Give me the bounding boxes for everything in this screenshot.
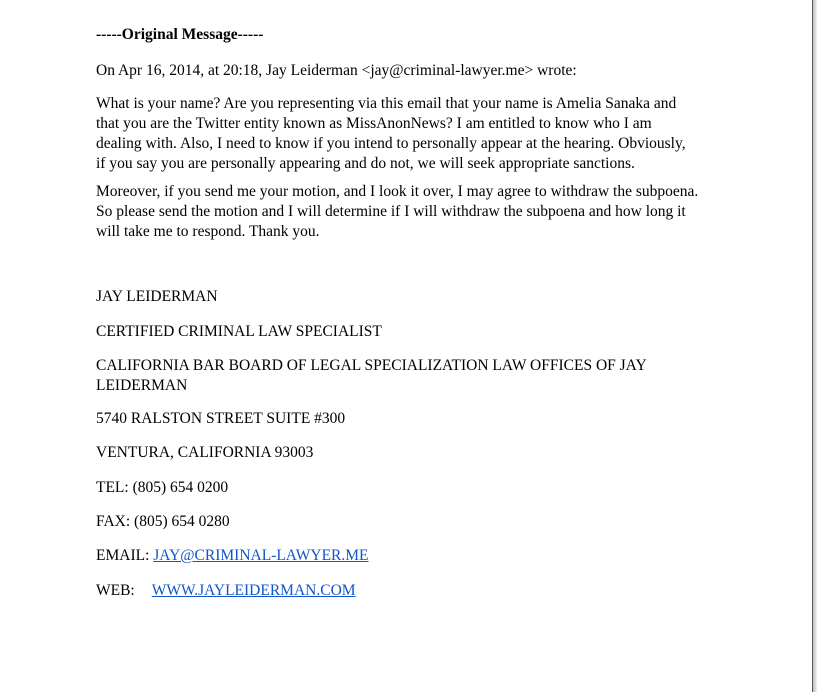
signature-name: JAY LEIDERMAN — [96, 288, 218, 305]
signature-board-line: CALIFORNIA BAR BOARD OF LEGAL SPECIALIZATION LAW OFFICES OF JAY — [96, 357, 647, 374]
signature-email-row — [96, 546, 369, 566]
paragraph-line: Moreover, if you send me your motion, and I look it over, I may agree to withdraw the subpoena. — [96, 183, 699, 200]
paragraph-line: What is your name? Are you representing via this email that your name is Amelia Sanaka and — [96, 95, 677, 112]
body-paragraph-2 — [96, 182, 736, 242]
email-label: EMAIL: — [96, 547, 154, 564]
signature-board — [96, 356, 736, 396]
web-link[interactable]: WWW.JAYLEIDERMAN.COM — [151, 582, 356, 599]
body-paragraph-1 — [96, 94, 736, 174]
paragraph-line: that you are the Twitter entity known as MissAnonNews? I am entitled to know who I am — [96, 115, 652, 132]
paragraph-line: So please send the motion and I will determine if I will withdraw the subpoena and how long it — [96, 203, 686, 220]
paragraph-line: if you say you are personally appearing and do not, we will seek appropriate sanctions. — [96, 155, 635, 172]
paragraph-line: will take me to respond. Thank you. — [96, 223, 320, 240]
signature-web-row — [96, 581, 356, 601]
paragraph-line: dealing with. Also, I need to know if you intend to personally appear at the hearing. Obviously, — [96, 135, 686, 152]
web-label: WEB: — [96, 582, 135, 599]
email-link[interactable]: JAY@CRIMINAL-LAWYER.ME — [153, 547, 369, 564]
signature-title: CERTIFIED CRIMINAL LAW SPECIALIST — [96, 323, 382, 340]
signature-tel: TEL: (805) 654 0200 — [96, 479, 229, 496]
signature-fax: FAX: (805) 654 0280 — [96, 513, 230, 530]
original-message-header: -----Original Message----- — [96, 26, 264, 43]
signature-address-street: 5740 RALSTON STREET SUITE #300 — [96, 410, 346, 427]
signature-address-city: VENTURA, CALIFORNIA 93003 — [96, 444, 314, 461]
wrote-line: On Apr 16, 2014, at 20:18, Jay Leiderman <jay@criminal-lawyer.me> wrote: — [96, 62, 577, 79]
page-edge-shadow — [813, 0, 817, 692]
signature-board-line: LEIDERMAN — [96, 377, 188, 394]
